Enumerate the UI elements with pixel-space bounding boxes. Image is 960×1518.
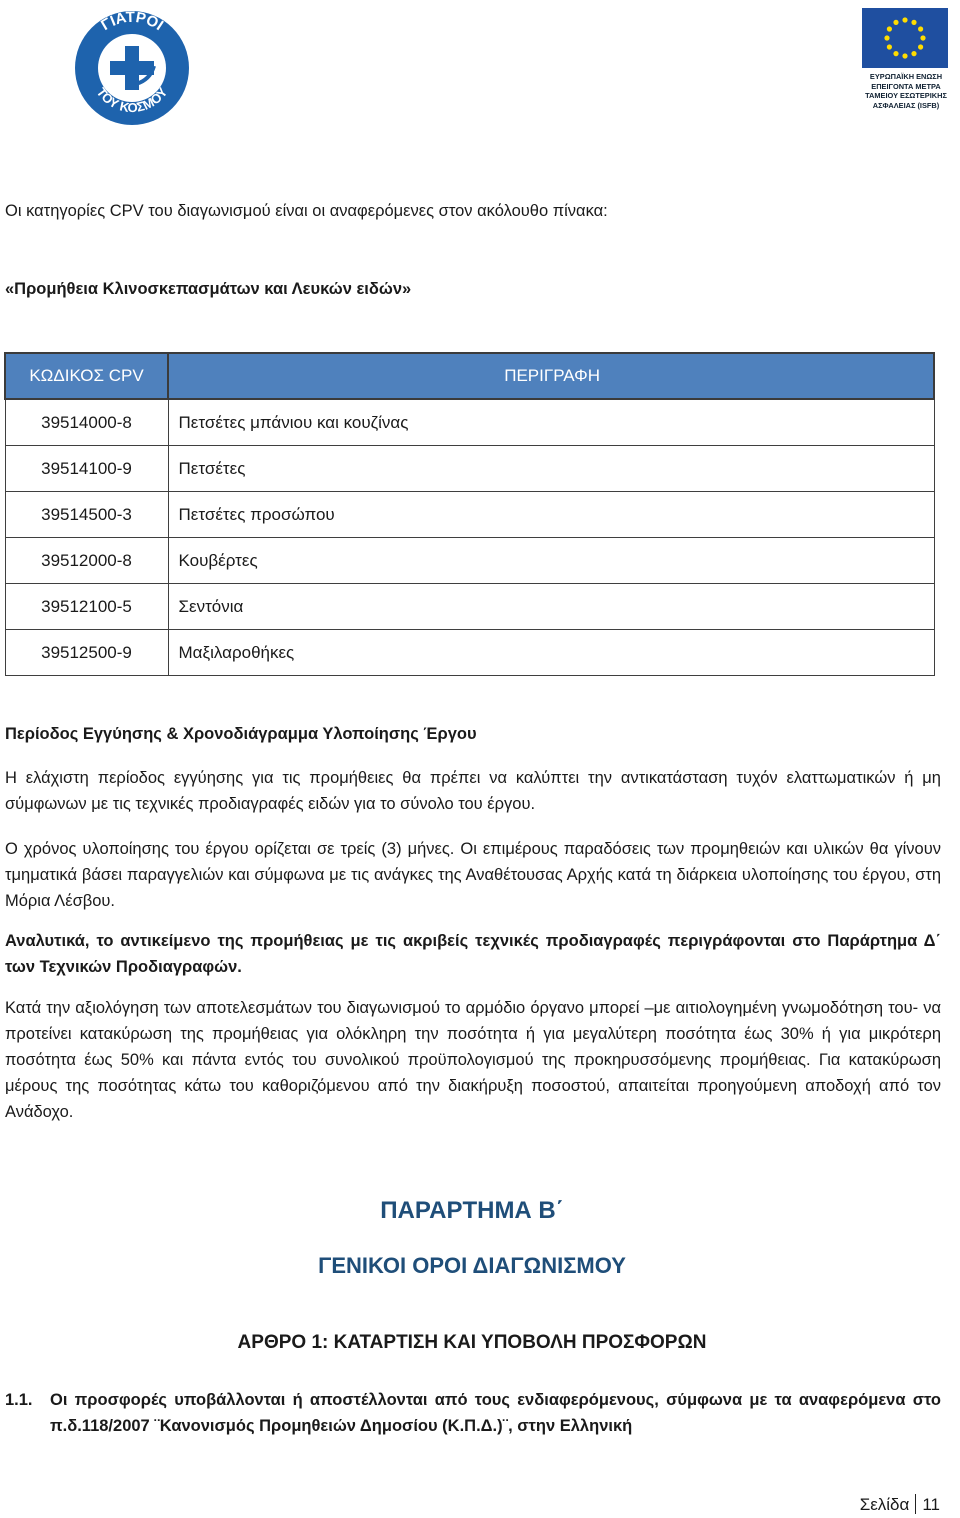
page-separator [915, 1494, 916, 1514]
specs-paragraph: Αναλυτικά, το αντικείμενο της προμήθειας με τις ακριβείς τεχνικές προδιαγραφές περιγράφονται στο Παράρτημα Δ΄ των Τεχνικών Προδιαγραφών. [5, 932, 941, 976]
cpv-description: Πετσέτες μπάνιου και κουζίνας [168, 399, 934, 446]
eu-logo-line: ΕΥΡΩΠΑΪΚΗ ΕΝΩΣΗ [869, 72, 943, 81]
cpv-description: Πετσέτες [168, 446, 934, 492]
item-number: 1.1. [5, 1391, 33, 1409]
cpv-code: 39512000-8 [5, 538, 168, 584]
warranty-heading: Περίοδος Εγγύησης & Χρονοδιάγραμμα Υλοποίησης Έργου [5, 725, 477, 743]
header-description: ΠΕΡΙΓΡΑΦΗ [168, 353, 934, 399]
cpv-description: Κουβέρτες [168, 538, 934, 584]
eu-isf-logo [862, 8, 950, 118]
page-number: 11 [922, 1495, 940, 1514]
cpv-code: 39514100-9 [5, 446, 168, 492]
doctors-of-the-world-logo [72, 8, 192, 128]
duration-paragraph: Ο χρόνος υλοποίησης του έργου ορίζεται σε τρείς (3) μήνες. Οι επιμέρους παραδόσεις των προμηθειών και υλικών θα γίνουν τμηματικά βάσει παραγγελιών και σύμφωνα με τις ανάγκες της Αναθέτουσας Αρχής κατά τη διάρκεια υλοποίησης του έργου, στη Μόρια Λέσβου. [5, 840, 941, 910]
page-footer [860, 1494, 940, 1515]
table-row [5, 630, 934, 676]
cpv-table [4, 352, 935, 676]
eu-logo-line: ΤΑΜΕΙΟΥ ΕΣΩΤΕΡΙΚΗΣ [865, 91, 947, 100]
header-cpv-code: ΚΩΔΙΚΟΣ CPV [5, 353, 168, 399]
table-row [5, 492, 934, 538]
item-text: Οι προσφορές υποβάλλονται ή αποστέλλονται από τους ενδιαφερόμενους, σύμφωνα με τα αναφερόμενα στο π.δ.118/2007 ¨Κανονισμός Προμηθειών Δημοσίου (Κ.Π.Δ.)¨, στην Ελληνική [50, 1391, 941, 1435]
cpv-code: 39514500-3 [5, 492, 168, 538]
warranty-paragraph: Η ελάχιστη περίοδος εγγύησης για τις προμήθειες θα πρέπει να καλύπτει την αντικατάσταση τυχόν ελαττωματικών ή μη σύμφωνων με τις τεχνικές προδιαγραφές ειδών για το σύνολο του έργου. [5, 769, 941, 813]
page-label: Σελίδα [859, 1495, 910, 1514]
cpv-description: Σεντόνια [168, 584, 934, 630]
table-row [5, 538, 934, 584]
cpv-code: 39512100-5 [5, 584, 168, 630]
eu-logo-line: ΕΠΕΙΓΟΝΤΑ ΜΕΤΡΑ [871, 81, 941, 91]
table-row [5, 446, 934, 492]
table-row [5, 399, 934, 446]
intro-text: Οι κατηγορίες CPV του διαγωνισμού είναι οι αναφερόμενες στον ακόλουθο πίνακα: [5, 202, 608, 220]
cpv-description: Πετσέτες προσώπου [168, 492, 934, 538]
table-row [5, 584, 934, 630]
svg-text:ΤΟΥ ΚΟΣΜΟΥ: ΤΟΥ ΚΟΣΜΟΥ [93, 84, 171, 116]
table-header-row [5, 353, 934, 399]
cpv-code: 39512500-9 [5, 630, 168, 676]
cpv-description: Μαξιλαροθήκες [168, 630, 934, 676]
article-heading: ΑΡΘΡΟ 1: ΚΑΤΑΡΤΙΣΗ ΚΑΙ ΥΠΟΒΟΛΗ ΠΡΟΣΦΟΡΩΝ [237, 1332, 707, 1353]
eu-logo-line: ΑΣΦΑΛΕΙΑΣ (ISFB) [872, 100, 940, 110]
eu-flag-icon [862, 8, 948, 68]
cpv-code: 39514000-8 [5, 399, 168, 446]
annex-subtitle: ΓΕΝΙΚΟΙ ΟΡΟΙ ΔΙΑΓΩΝΙΣΜΟΥ [318, 1253, 626, 1278]
annex-title: ΠΑΡΑΡΤΗΜΑ Β΄ [380, 1197, 564, 1224]
award-paragraph: Κατά την αξιολόγηση των αποτελεσμάτων του διαγωνισμού το αρμόδιο όργανο μπορεί –με αιτιολογημένη γνωμοδότηση του- να προτείνει κατακύρωση της προμήθειας για ολόκληρη την ποσότητα ή για μεγαλύτερη ποσότητα έως 30% ή για μικρότερη ποσότητα έως 50% και πάντα εντός του συνολικού προϋπολογισμού της προκηρυσσόμενης προμήθειας. Για κατακύρωση μέρους της ποσότητας κάτω του καθοριζόμενου από την διακήρυξη ποσοστού, απαιτείται προηγούμενη αποδοχή από τον Ανάδοχο. [5, 999, 941, 1121]
table-title: «Προμήθεια Κλινοσκεπασμάτων και Λευκών ειδών» [5, 280, 412, 298]
svg-text:ΓΙΑΤΡΟΙ: ΓΙΑΤΡΟΙ [98, 8, 167, 35]
